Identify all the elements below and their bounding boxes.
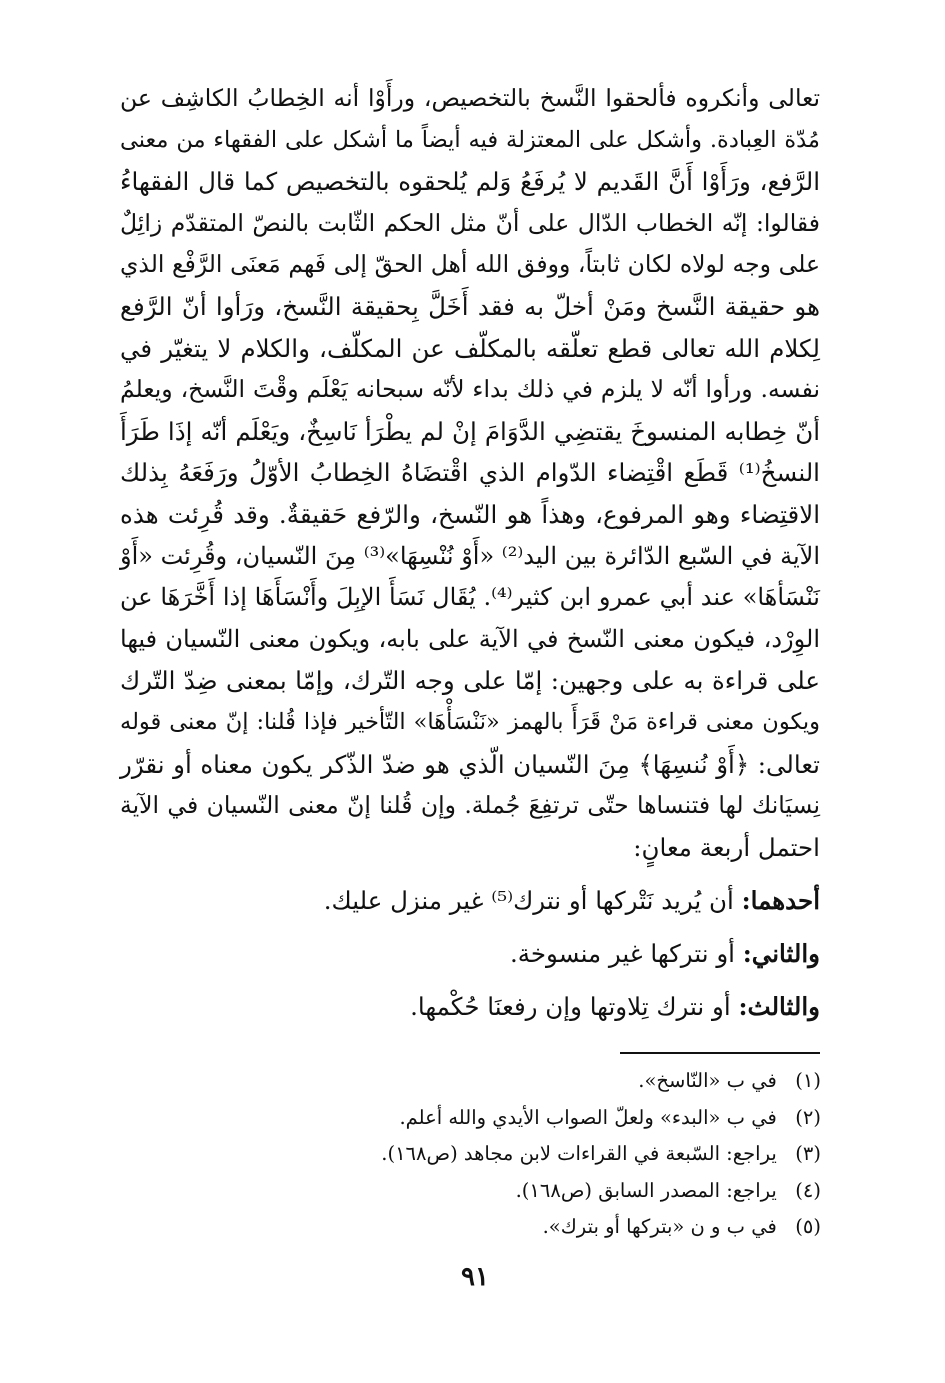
text-line: الوِرْد، فيكون معنى النّسخ في الآية على بابه، ويكون معنى النّسيان فيها	[120, 624, 820, 653]
footnote-number: (٣)	[795, 1142, 821, 1165]
footnote-number: (١)	[795, 1069, 821, 1092]
text-line: نَنْسَأهَا» عند أبي عمرو ابن كثير⁽⁴⁾. يُقَال نَسَأَ الإبِلَ وأَنْسَأَهَا إذا أَخَّرَهَا عن	[120, 583, 820, 612]
footnotes	[261, 1063, 821, 1246]
list-item-text: أو نتركها غير منسوخة.	[509, 939, 743, 968]
text-line: مُدّة العِبادة. وأشكل على المعتزلة فيه أيضاً ما أشكل على الفقهاء من معنى	[120, 126, 820, 153]
footnote-number: (٢)	[795, 1105, 821, 1129]
list-item-text: أو نترك تِلاوتها وإن رفعنَا حُكْمها.	[410, 992, 739, 1021]
footnote-text: في ب «النّاسخ».	[638, 1069, 777, 1092]
footnote	[261, 1136, 821, 1173]
text-line: نِسيَانك لها فتنساها حتّى ترتفِعَ جُملة. وإن قُلنا إنّ معنى النّسيان في الآية	[120, 791, 820, 820]
meanings-list	[260, 874, 820, 1033]
main-text	[120, 78, 820, 868]
text-line: لِكلام الله تعالى قطع تعلّقه بالمكلّف عن المكلّف، والكلام لا يتغيّر في	[120, 333, 820, 363]
text-line: على وجه لولاه لكان ثابتاً، ووفق الله أهل الحقّ إلى فَهم مَعنَى الرَّفْع الذي	[120, 250, 820, 279]
text-line: الآية في السّبع الدّائرة بين اليد⁽²⁾ «أَوْ نُنْسِهَا»⁽³⁾ مِنَ النّسيان، وقُرِئت «أَوْ	[120, 541, 820, 570]
footnote-separator	[620, 1052, 820, 1054]
text-line: فقالوا: إنّه الخطاب الدّال على أنّ مثل الحكم الثّابت بالنصّ المتقدّم زائِلٌ	[120, 208, 820, 237]
footnote	[261, 1209, 821, 1246]
footnote-number: (٤)	[795, 1178, 821, 1202]
footnote-number: (٥)	[795, 1215, 821, 1238]
text-line: على قراءة به على وجهين: إمّا على وجه التّرك، وإمّا بمعنى ضِدّ التّرك	[120, 666, 820, 696]
footnote	[261, 1063, 821, 1100]
list-item	[260, 980, 820, 1033]
page-number: ٩١	[461, 1262, 489, 1292]
text-line: تعالى وأنكروه فألحقوا النَّسخ بالتخصيص، ورأَوْا أنه الخِطابُ الكاشِف عن	[120, 84, 820, 112]
text-line: احتمل أربعة معانٍ:	[633, 832, 820, 862]
text-line: الرَّفع، ورَأَوْا أَنَّ القَديم لا يُرفَعُ وَلم يُلحقوه بالتخصيص كما قال الفقهاءُ	[120, 167, 820, 197]
list-item	[260, 874, 820, 927]
text-line: أنّ خِطابه المنسوخَ يقتضِي الدَّوَامَ إنْ لم يطْرَأ نَاسِخٌ، ويَعْلَم أنّه إذَا طَرَأَ	[120, 416, 820, 446]
text-line: هو حقيقة النَّسخ ومَنْ أخلّ به فقد أَخَلَّ بِحقيقة النَّسخ، ورَأوا أنّ الرَّفع	[120, 291, 820, 321]
footnote-text: يراجع: المصدر السابق (ص١٦٨).	[515, 1178, 777, 1202]
footnote-text: في ب «البدء» ولعلّ الصواب الأيدي والله أعلم.	[399, 1105, 777, 1129]
text-line: النسخُ⁽¹⁾ قَطَع اقْتِضاء الدّوام الذي اقْتضَاهُ الخِطابُ الأوّلُ ورَفَعَهُ بِذلك	[120, 458, 820, 488]
list-item	[260, 927, 820, 980]
text-line: نفسه. ورأوا أنّه لا يلزم في ذلك بداء لأنّه سبحانه يَعْلَم وقْتَ النَّسخ، ويعلمُ	[120, 375, 820, 404]
list-item-head: أحدهما:	[741, 886, 820, 915]
footnote-text: يراجع: السّبعة في القراءات لابن مجاهد (ص١٦٨).	[381, 1142, 777, 1165]
footnote-text: في ب و ن «بتركها أو بترك».	[542, 1215, 777, 1238]
footnote	[261, 1173, 821, 1210]
list-item-head: والثالث:	[738, 992, 820, 1021]
text-line: الاقتِضاء وهو المرفوع، وهذاً هو النّسخ، والرّفع حَقيقةٌ. وقد قُرِئت هذه	[120, 499, 820, 529]
list-item-head: والثاني:	[742, 939, 820, 968]
footnote	[261, 1100, 821, 1137]
text-line: تعالى: ﴿أَوْ نُنسِهَا﴾ مِنَ النّسيان الّذي هو ضدّ الذّكر يكون معناه أو نقرّر	[120, 749, 820, 779]
text-line: ويكون معنى قراءة مَنْ قَرَأَ بالهمز «نَنْسَأْهَا» التّأخير فإذا قُلنا: إنّ معنى قوله	[120, 708, 820, 735]
list-item-text: أن يُريد نَتْركها أو نترك⁽⁵⁾ غير منزل عليك.	[323, 886, 742, 915]
